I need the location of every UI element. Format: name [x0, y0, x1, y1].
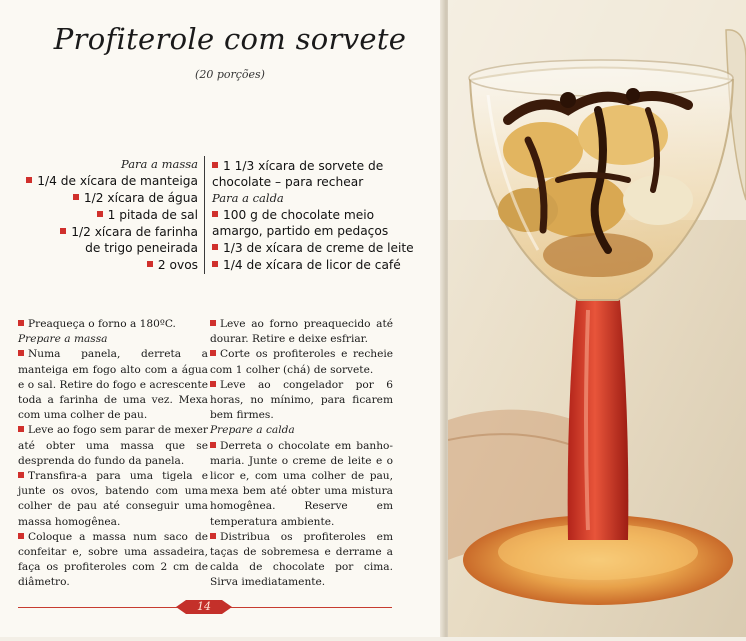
- ingredient-item: 2 ovos: [18, 257, 198, 273]
- step: Corte os profiteroles e recheie com 1 colher (chá) de sorvete.: [210, 348, 393, 376]
- step: Preaqueça o forno a 180ºC.: [18, 317, 208, 332]
- step: Leve ao forno preaquecido até dourar. Retire e deixe esfriar.: [210, 318, 393, 346]
- bullet-icon: [210, 533, 216, 539]
- page-number: 14: [197, 600, 211, 613]
- ingredient-item-continued: chocolate – para rechear: [212, 175, 364, 189]
- recipe-title: Profiterole com sorvete: [53, 22, 407, 56]
- ingredient-item: 100 g de chocolate meio: [212, 207, 432, 223]
- ingredients-calda: [212, 157, 432, 274]
- bullet-icon: [73, 194, 79, 200]
- bullet-icon: [210, 442, 216, 448]
- section-title-calda: Para a calda: [212, 191, 284, 205]
- bullet-icon: [212, 162, 218, 168]
- step: Derreta o chocolate em banho-maria. Junte o creme de leite e o licor e, com uma colher de pau, mexa bem até obter uma mistura homogênea. Reserve em temperatura ambiente.: [210, 439, 393, 528]
- bullet-icon: [212, 244, 218, 250]
- ingredient-item: 1/3 de xícara de creme de leite: [212, 240, 432, 256]
- bullet-icon: [18, 350, 24, 356]
- bullet-icon: [212, 261, 218, 267]
- ingredient-item: 1 1/3 xícara de sorvete de: [212, 158, 432, 174]
- instructions-right-column: [210, 317, 393, 591]
- bullet-icon: [210, 350, 216, 356]
- bullet-icon: [210, 381, 216, 387]
- bullet-icon: [147, 261, 153, 267]
- section-title-massa: Para a massa: [120, 157, 198, 171]
- ingredient-item: 1/2 xícara de água: [18, 190, 198, 206]
- bullet-icon: [18, 533, 24, 539]
- steps-title-massa: Prepare a massa: [18, 333, 108, 346]
- recipe-servings: (20 porções): [195, 68, 265, 81]
- step: Coloque a massa num saco de confeitar e, sobre uma assadeira, faça os profiteroles com 2 cm de diâmetro.: [18, 530, 208, 589]
- page-number-badge: [176, 599, 232, 615]
- bullet-icon: [210, 320, 216, 326]
- step: Distribua os profiteroles em taças de sobremesa e derrame a calda de chocolate por cima. Sirva imediatamente.: [210, 530, 393, 589]
- step: Leve ao congelador por 6 horas, no mínimo, para ficarem bem firmes.: [210, 378, 393, 422]
- instructions-left-column: [18, 317, 208, 591]
- steps-title-calda: Prepare a calda: [210, 424, 295, 437]
- bullet-icon: [97, 211, 103, 217]
- bullet-icon: [26, 177, 32, 183]
- bullet-icon: [212, 211, 218, 217]
- ingredient-item-continued: amargo, partido em pedaços: [212, 224, 389, 238]
- ingredient-item-continued: de trigo peneirada: [85, 241, 198, 255]
- step: Numa panela, derreta a manteiga em fogo alto com a água e o sal. Retire do fogo e acrescente toda a farinha de uma vez. Mexa com uma colher de pau.: [18, 348, 208, 422]
- bullet-icon: [18, 472, 24, 478]
- bullet-icon: [60, 228, 66, 234]
- ingredients-divider: [204, 156, 205, 274]
- step: Leve ao fogo sem parar de mexer até obter uma massa que se desprenda do fundo da panela.: [18, 424, 208, 467]
- profiterole-glass-illustration: [448, 0, 746, 637]
- ingredients-massa: [18, 157, 198, 274]
- dessert-photo: [448, 0, 746, 637]
- bullet-icon: [18, 426, 24, 432]
- ingredient-item: 1/2 xícara de farinha: [18, 224, 198, 240]
- ingredient-item: 1 pitada de sal: [18, 207, 198, 223]
- step: Transfira-a para uma tigela e junte os ovos, batendo com uma colher de pau até conseguir uma massa homogênea.: [18, 470, 208, 528]
- ingredient-item: 1/4 de xícara de licor de café: [212, 257, 432, 273]
- ingredient-item: 1/4 de xícara de manteiga: [18, 173, 198, 189]
- bullet-icon: [18, 320, 24, 326]
